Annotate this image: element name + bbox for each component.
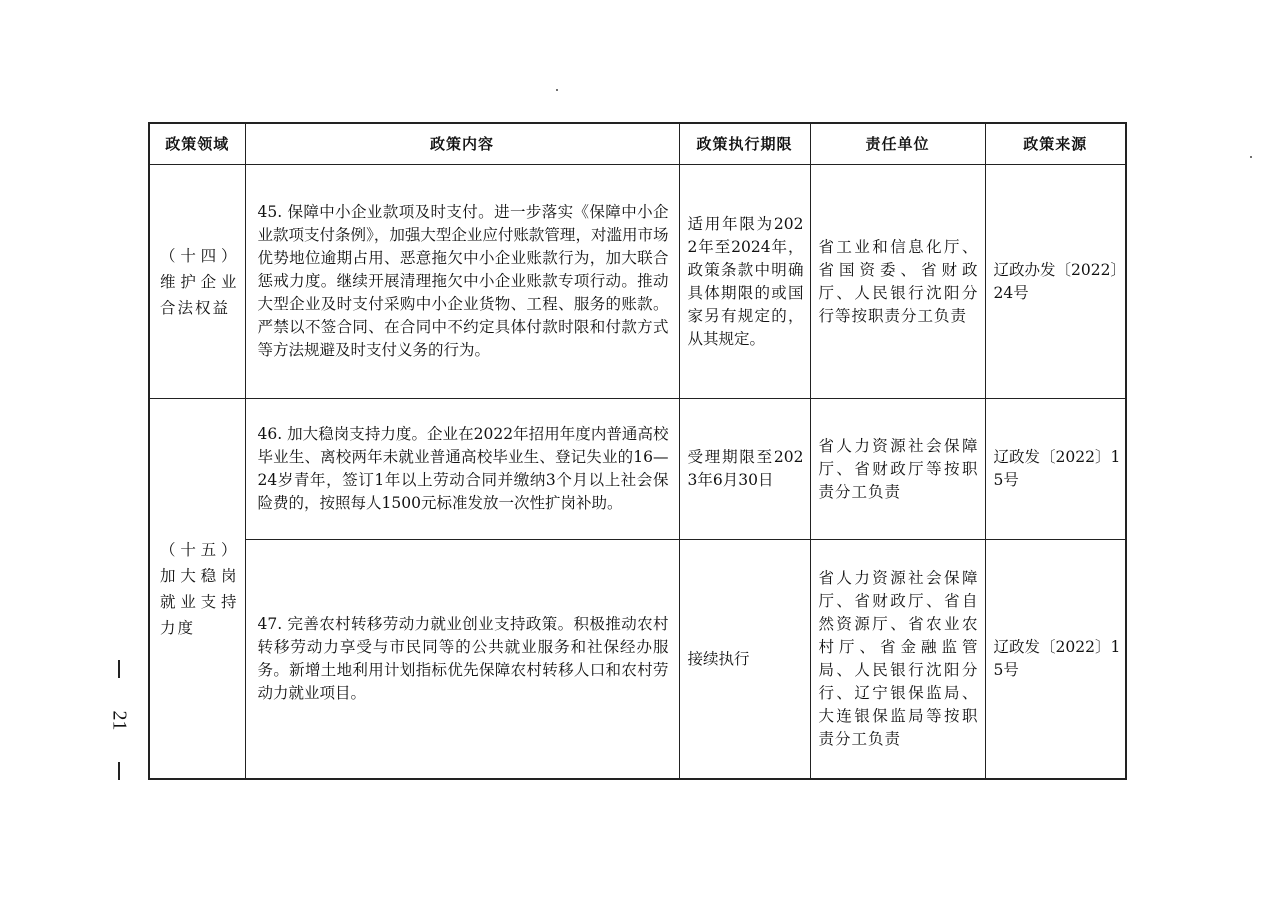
- responsible-unit-cell: 省人力资源社会保障厅、省财政厅、省自然资源厅、省农业农村厅、省金融监管局、人民银行沈阳分行、辽宁银保监局、大连银保监局等按职责分工负责: [810, 540, 985, 780]
- page-number-dash-top: [118, 660, 120, 678]
- table-header-row: [149, 123, 1126, 165]
- policy-source-cell: 辽政发〔2022〕15号: [985, 540, 1126, 780]
- page-number-dash-bottom: [118, 762, 120, 780]
- scan-speck: [1250, 156, 1252, 158]
- policy-content-cell: 45. 保障中小企业款项及时支付。进一步落实《保障中小企业款项支付条例》，加强大型企业应付账款管理，对滥用市场优势地位逾期占用、恶意拖欠中小企业账款行为，加大联合惩戒力度。继续开展清理拖欠中小企业账款专项行动。推动大型企业及时支付采购中小企业货物、工程、服务的账款。严禁以不签合同、在合同中不约定具体付款时限和付款方式等方法规避及时支付义务的行为。: [245, 165, 679, 399]
- policy-content-cell: 46. 加大稳岗支持力度。企业在2022年招用年度内普通高校毕业生、离校两年未就业普通高校毕业生、登记失业的16—24岁青年，签订1年以上劳动合同并缴纳3个月以上社会保险费的，按照每人1500元标准发放一次性扩岗补助。: [245, 399, 679, 540]
- policy-content-cell: 47. 完善农村转移劳动力就业创业支持政策。积极推动农村转移劳动力享受与市民同等的公共就业服务和社保经办服务。新增土地利用计划指标优先保障农村转移人口和农村劳动力就业项目。: [245, 540, 679, 780]
- policy-source-cell: 辽政办发〔2022〕24号: [985, 165, 1126, 399]
- responsible-unit-cell: 省工业和信息化厅、省国资委、省财政厅、人民银行沈阳分行等按职责分工负责: [810, 165, 985, 399]
- header-responsible-unit: 责任单位: [810, 123, 985, 165]
- header-policy-area: 政策领域: [149, 123, 245, 165]
- page-number: [104, 660, 134, 780]
- table-row: [149, 399, 1126, 540]
- page-number-value: 21: [108, 710, 131, 730]
- responsible-unit-cell: 省人力资源社会保障厅、省财政厅等按职责分工负责: [810, 399, 985, 540]
- header-policy-content: 政策内容: [245, 123, 679, 165]
- header-policy-period: 政策执行期限: [679, 123, 810, 165]
- policy-period-cell: 接续执行: [679, 540, 810, 780]
- header-policy-source: 政策来源: [985, 123, 1126, 165]
- table-row: [149, 165, 1126, 399]
- policy-period-cell: 受理期限至2023年6月30日: [679, 399, 810, 540]
- policy-table: [148, 122, 1127, 780]
- policy-area-cell: （十五）加大稳岗就业支持力度: [149, 399, 245, 780]
- scan-speck: [556, 89, 558, 91]
- policy-source-cell: 辽政发〔2022〕15号: [985, 399, 1126, 540]
- policy-area-cell: （十四）维护企业合法权益: [149, 165, 245, 399]
- policy-period-cell: 适用年限为2022年至2024年，政策条款中明确具体期限的或国家另有规定的，从其规定。: [679, 165, 810, 399]
- table-row: [149, 540, 1126, 780]
